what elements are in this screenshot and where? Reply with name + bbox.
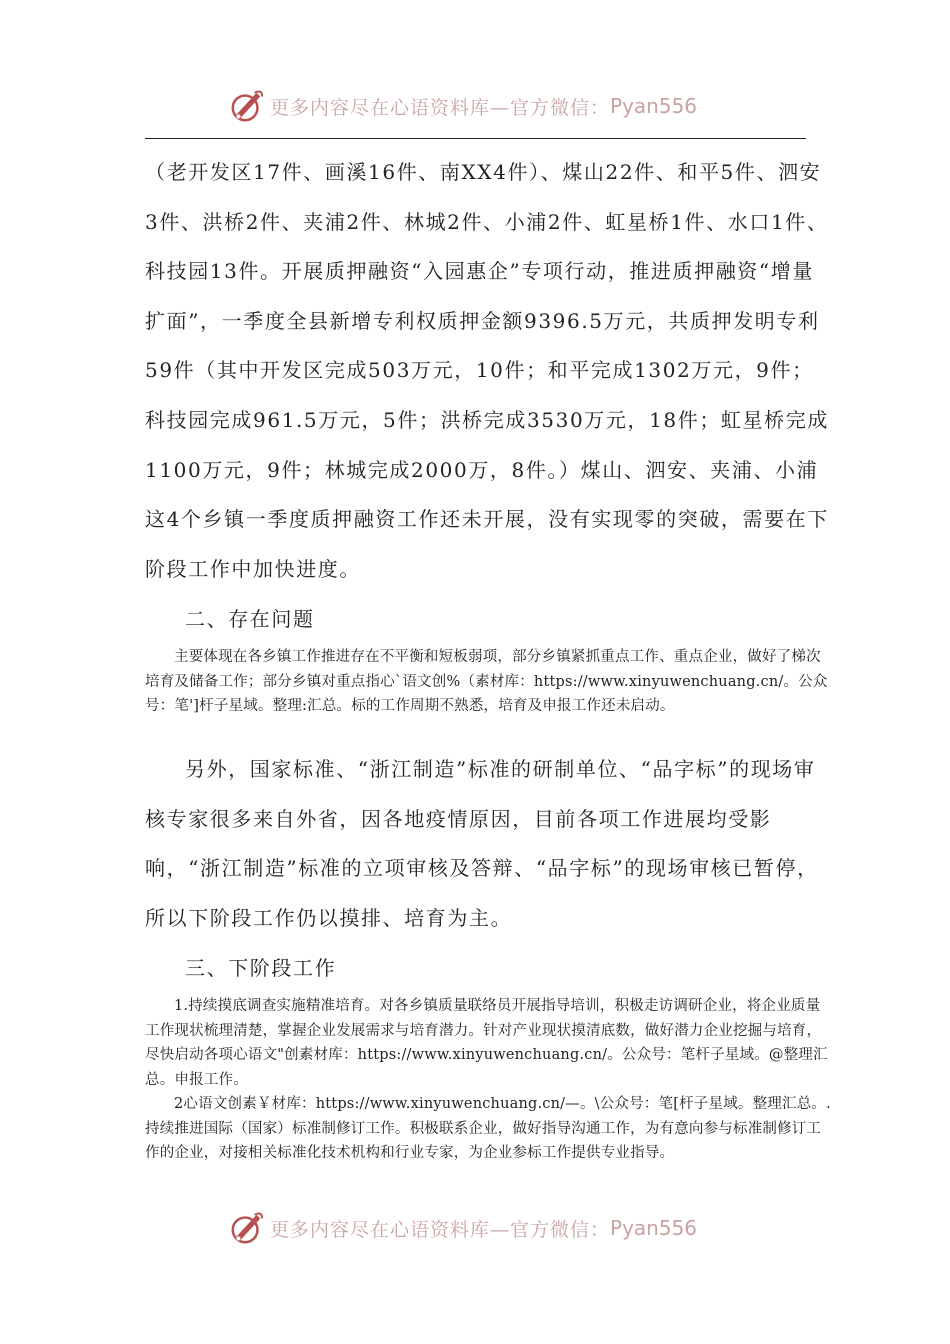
heading-problems: 二、存在问题 xyxy=(185,607,315,631)
header-banner-text: 更多内容尽在心语资料库—官方微信： xyxy=(270,96,611,119)
paragraph-next-stage-1: 1.持续摸底调查实施精准培育。对各乡镇质量联络员开展指导培训，积极走访调研企业，将企业质量工作现状梳理清楚，掌握企业发展需求与培育潜力。针对产业现状摸清底数，做好潜力企业挖掘与培育，尽快启动各项心语文"创素材库：https://www.xinyuwenchuang.cn/。公众号：笔杆子星域。@整理汇总。申报工作。 xyxy=(145,998,828,1088)
paragraph-next-stage-2: 2心语文创素￥材库：https://www.xinyuwenchuang.cn/—。\公众号：笔[杆子星域。整理汇总。.持续推进国际（国家）标准制修订工作。积极联系企业，做好指导沟通工作，为有意向参与标准制修订工作的企业，对接相关标准化技术机构和行业专家，为企业参标工作提供专业指导。 xyxy=(145,1096,831,1161)
paragraph-statistics: （老开发区17件、画溪16件、南XX4件）、煤山22件、和平5件、泗安3件、洪桥2件、夹浦2件、林城2件、小浦2件、虹星桥1件、水口1件、科技园13件。开展质押融资“入园惠企”专项行动，推进质押融资“增量扩面”，一季度全县新增专利权质押金额9396.5万元，共质押发明专利59件（其中开发区完成503万元，10件；和平完成1302万元，9件；科技园完成961.5万元，5件；洪桥完成3530万元，18件；虹星桥完成1100万元，9件；林城完成2000万，8件。）煤山、泗安、夹浦、小浦这4个乡镇一季度质押融资工作还未开展，没有实现零的突破，需要在下阶段工作中加快进度。 xyxy=(145,160,829,581)
paragraph-problems: 主要体现在各乡镇工作推进存在不平衡和短板弱项，部分乡镇紧抓重点工作、重点企业，做好了梯次培育及储备工作；部分乡镇对重点指心`语文创%（素材库：https://www.xinyuwenchuang.cn/。公众号：笔']杆子星域。整理:汇总。标的工作周期不熟悉，培育及申报工作还未启动。 xyxy=(145,649,828,714)
paragraph-epidemic: 另外，国家标准、“浙江制造”标准的研制单位、“品字标”的现场审核专家很多来自外省，因各地疫情原因，目前各项工作进展均受影响，“浙江制造”标准的立项审核及答辩、“品字标”的现场审核已暂停，所以下阶段工作仍以摸排、培育为主。 xyxy=(145,757,819,930)
quill-logo-icon xyxy=(228,1209,266,1247)
footer-wechat-id: Pyan556 xyxy=(610,1216,698,1240)
footer-banner-text: 更多内容尽在心语资料库—官方微信： xyxy=(270,1218,611,1241)
header-wechat-id: Pyan556 xyxy=(610,94,698,118)
quill-logo-icon xyxy=(228,87,266,125)
footer-banner xyxy=(228,1208,728,1248)
heading-next-stage: 三、下阶段工作 xyxy=(185,956,337,980)
header-banner xyxy=(228,86,728,126)
header-divider xyxy=(145,138,806,139)
